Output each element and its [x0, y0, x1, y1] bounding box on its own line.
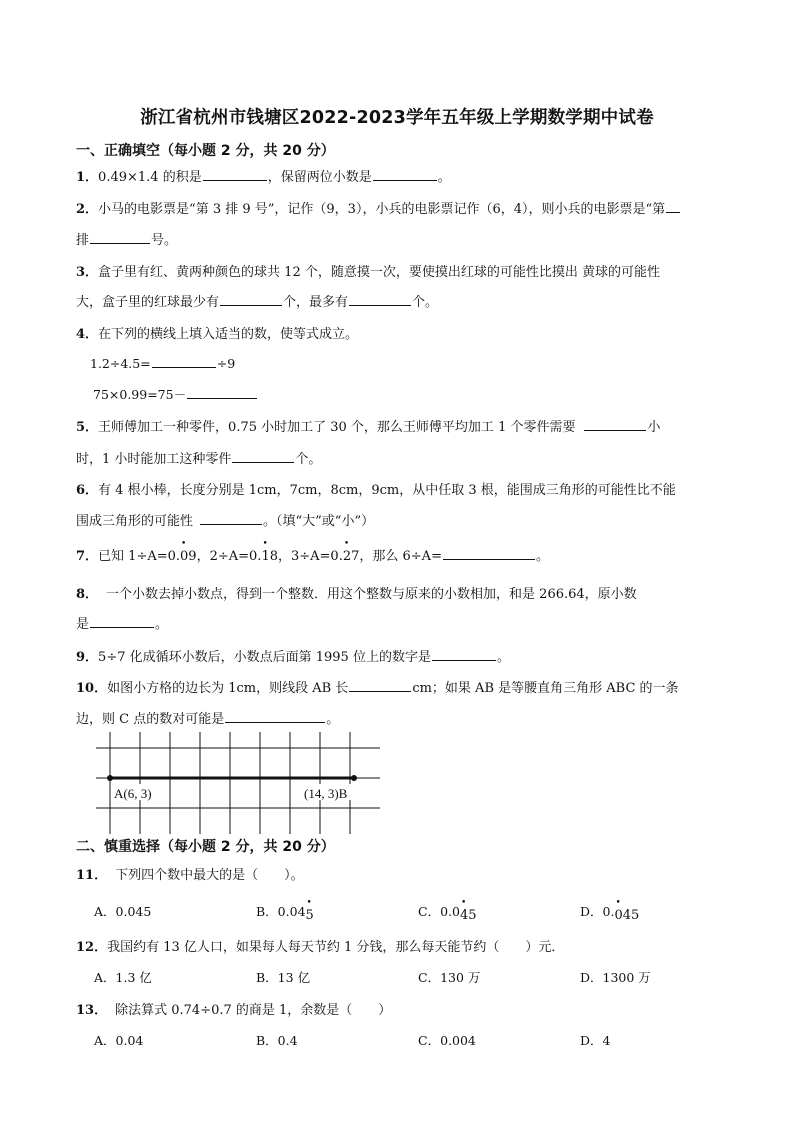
answer-blank[interactable]: [90, 615, 154, 628]
question-text: ，2÷A=0.: [196, 549, 262, 564]
question-text: 个。: [295, 452, 322, 467]
repeating-decimal: • 18: [261, 549, 278, 564]
option-a[interactable]: A．0.04: [94, 1033, 144, 1048]
question-text: 。: [326, 712, 340, 727]
equation-text: 75×0.99=75－: [93, 387, 187, 402]
answer-blank[interactable]: [220, 293, 282, 306]
page-title: 浙江省杭州市钱塘区2022-2023学年五年级上学期数学期中试卷: [140, 108, 654, 128]
question-number: 8．: [76, 587, 99, 602]
repeating-decimal: • 5: [306, 908, 314, 923]
question-number: 10．: [76, 681, 108, 696]
section-1-heading: 一、正确填空（每小题 2 分，共 20 分）: [76, 143, 335, 159]
question-number: 4．: [76, 327, 99, 342]
question-number: 6．: [76, 483, 99, 498]
question-text: 王师傅加工一种零件，0.75 小时加工了 30 个，那么王师傅平均加工 1 个零件需要: [98, 420, 576, 435]
option-b[interactable]: [256, 902, 314, 923]
question-2-line-2: [76, 229, 177, 248]
question-text: 我国约有 13 亿人口，如果每人每天节约 1 分钱，那么每天能节约（ ）元．: [107, 940, 565, 955]
option-c[interactable]: C．0.004: [418, 1033, 476, 1048]
question-text: ，那么 6÷A=: [359, 549, 442, 564]
question-number: 13．: [76, 1003, 108, 1018]
answer-blank[interactable]: [90, 231, 150, 244]
question-text: 。（填“大”或“小”）: [263, 514, 375, 529]
section-2-heading: 二、慎重选择（每小题 2 分，共 20 分）: [76, 839, 335, 855]
repeating-decimal: • 09: [180, 549, 197, 564]
answer-blank[interactable]: [349, 679, 411, 692]
question-text: 0.49×1.4 的积是: [98, 170, 202, 185]
question-text: cm；如果 AB 是等腰直角三角形 ABC 的一条: [412, 681, 679, 696]
question-number: 9．: [76, 650, 99, 665]
question-text: 边，则 C 点的数对可能是: [76, 712, 225, 727]
question-number: 1．: [76, 170, 99, 185]
question-6-line-2: [76, 510, 374, 529]
option-a[interactable]: A．1.3 亿: [94, 970, 152, 985]
question-1: [76, 166, 451, 185]
grid-figure: [96, 732, 380, 834]
point-a: [107, 775, 113, 781]
question-text: 围成三角形的可能性: [76, 514, 194, 529]
answer-blank[interactable]: [584, 418, 646, 431]
question-number: 11．: [76, 868, 108, 883]
answer-blank[interactable]: [187, 386, 257, 399]
answer-blank[interactable]: [666, 200, 680, 213]
repeating-decimal: • 045: [614, 908, 639, 923]
answer-blank[interactable]: [200, 512, 262, 525]
option-a[interactable]: A．0.045: [94, 904, 152, 919]
answer-blank[interactable]: [373, 168, 437, 181]
question-5-line-2: [76, 448, 321, 467]
question-2: [76, 198, 681, 217]
repeating-decimal: • 27: [343, 549, 360, 564]
question-3-line-2: [76, 291, 438, 310]
question-3: [76, 261, 660, 280]
equation-1: [90, 355, 235, 371]
answer-blank[interactable]: [443, 547, 535, 560]
option-d[interactable]: D．1300 万: [580, 970, 651, 985]
question-number: 2．: [76, 202, 99, 217]
question-text: ，3÷A=0.: [277, 549, 343, 564]
answer-blank[interactable]: [349, 293, 411, 306]
question-7: [76, 545, 549, 564]
question-13: [76, 999, 391, 1018]
answer-blank[interactable]: [203, 168, 267, 181]
question-10: [76, 677, 679, 696]
question-text: 5÷7 化成循环小数后，小数点后面第 1995 位上的数字是: [98, 650, 431, 665]
option-d[interactable]: D．4: [580, 1033, 611, 1048]
answer-blank[interactable]: [432, 648, 496, 661]
question-text: 在下列的横线上填入适当的数，使等式成立。: [98, 327, 359, 342]
question-text: 盒子里有红、黄两种颜色的球共 12 个，随意摸一次，要使摸出红球的可能性比摸出 黄球的可能性: [98, 265, 660, 280]
question-text: 。: [496, 650, 510, 665]
question-text: 已知 1÷A=0.: [98, 549, 181, 564]
option-b[interactable]: B．0.4: [256, 1033, 298, 1048]
question-number: 5．: [76, 420, 99, 435]
question-text: 。: [155, 617, 169, 632]
question-11: [76, 864, 304, 883]
question-8-line-2: [76, 613, 168, 632]
question-10-line-2: [76, 708, 339, 727]
question-6: [76, 479, 676, 498]
question-12: [76, 936, 564, 955]
question-text: 小: [647, 420, 661, 435]
equation-text: ÷9: [216, 356, 236, 371]
option-text: C．0.0: [418, 904, 460, 919]
answer-blank[interactable]: [225, 710, 325, 723]
question-text: 大，盒子里的红球最少有: [76, 295, 220, 310]
question-9: [76, 646, 510, 665]
equation-2: [93, 385, 258, 403]
question-text: 是: [76, 617, 90, 632]
option-d[interactable]: [580, 902, 640, 923]
option-c[interactable]: C．130 万: [418, 970, 481, 985]
label-b: (14, 3)B: [304, 786, 348, 801]
question-number: 12．: [76, 940, 108, 955]
option-c[interactable]: [418, 902, 477, 923]
question-number: 3．: [76, 265, 99, 280]
question-text: 除法算式 0.74÷0.7 的商是 1，余数是（ ）: [115, 1003, 392, 1018]
option-text: B．0.04: [256, 904, 306, 919]
question-text: 个。: [412, 295, 439, 310]
question-text: 个，最多有: [283, 295, 349, 310]
question-text: 时，1 小时能加工这种零件: [76, 452, 232, 467]
question-text: 小马的电影票是“第 3 排 9 号”，记作（9，3），小兵的电影票记作（6，4），则小兵的电影票是“第: [98, 202, 666, 217]
question-text: 如图小方格的边长为 1cm，则线段 AB 长: [107, 681, 349, 696]
option-text: D．0.: [580, 904, 615, 919]
question-text: 有 4 根小棒，长度分别是 1cm，7cm，8cm，9cm，从中任取 3 根，能围成三角形的可能性比不能: [98, 483, 676, 498]
equation-text: 1.2÷4.5=: [90, 356, 151, 371]
question-text: 一个小数去掉小数点，得到一个整数．用这个整数与原来的小数相加，和是 266.64，原小数: [106, 587, 637, 602]
question-text: 下列四个数中最大的是（ ）。: [115, 868, 304, 883]
question-4: [76, 323, 358, 342]
question-5: [76, 416, 660, 435]
repeating-decimal: • 45: [460, 908, 477, 923]
question-text: 号。: [151, 233, 178, 248]
answer-blank[interactable]: [152, 355, 216, 368]
answer-blank[interactable]: [232, 450, 294, 463]
question-text: 排: [76, 233, 90, 248]
question-number: 7．: [76, 549, 99, 564]
point-b: [351, 775, 357, 781]
label-a: A(6, 3): [114, 786, 152, 801]
question-text: 。: [437, 170, 451, 185]
question-8: [76, 583, 637, 602]
option-b[interactable]: B．13 亿: [256, 970, 311, 985]
question-text: ，保留两位小数是: [267, 170, 372, 185]
question-text: 。: [535, 549, 549, 564]
